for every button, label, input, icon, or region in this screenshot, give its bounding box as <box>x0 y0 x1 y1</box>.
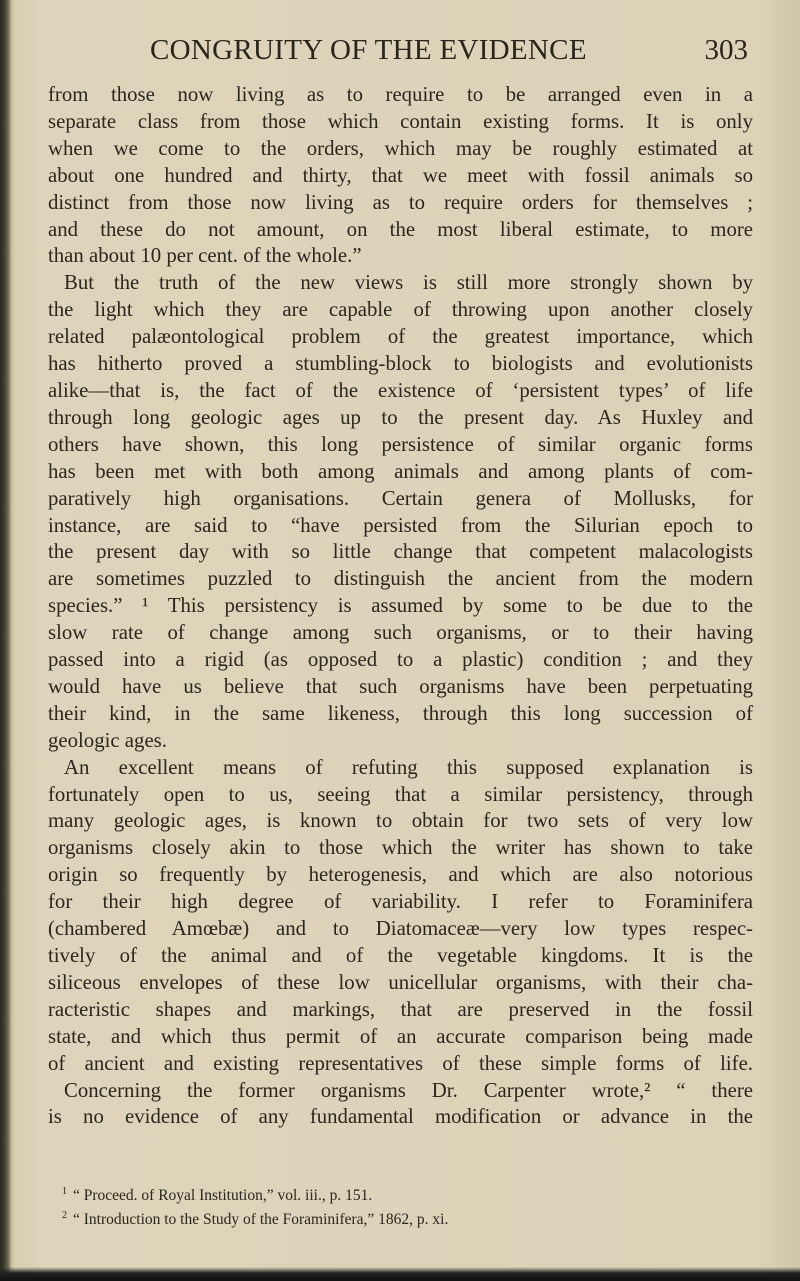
text-line: the light which they are capable of throwing upon another closely <box>48 298 753 322</box>
text-line: But the truth of the new views is still more strongly shown by <box>64 271 753 295</box>
text-line: for their high degree of variability. I refer to Foraminifera <box>48 890 753 914</box>
text-line: from those now living as to require to be arranged even in a <box>48 83 753 106</box>
text-line: is no evidence of any fundamental modification or advance in the <box>48 1105 753 1129</box>
text-line: origin so frequently by heterogenesis, and which are also notorious <box>48 863 753 887</box>
text-line: alike—that is, the fact of the existence of ‘persistent types’ of life <box>48 378 753 402</box>
text-line: are sometimes puzzled to distinguish the ancient from the modern <box>48 567 753 591</box>
text-line: their kind, in the same likeness, through this long succession of <box>48 701 753 725</box>
text-line: has been met with both among animals and among plants of com- <box>48 459 753 483</box>
text-line: racteristic shapes and markings, that are preserved in the fossil <box>48 997 753 1021</box>
text-line: siliceous envelopes of these low unicellular organisms, with their cha- <box>48 970 753 994</box>
footnote <box>62 1206 742 1230</box>
text-line: passed into a rigid (as opposed to a plastic) condition ; and they <box>48 648 753 672</box>
text-line: (chambered Amœbæ) and to Diatomaceæ—very low types respec- <box>48 917 753 941</box>
text-line: An excellent means of refuting this supposed explanation is <box>64 755 753 779</box>
text-line: many geologic ages, is known to obtain for two sets of very low <box>48 809 753 833</box>
text-line: would have us believe that such organisms have been perpetuating <box>48 674 753 698</box>
text-line: paratively high organisations. Certain genera of Mollusks, for <box>48 486 753 510</box>
text-line: tively of the animal and of the vegetable kingdoms. It is the <box>48 944 753 967</box>
text-line: species.” ¹ This persistency is assumed by some to be due to the <box>48 594 753 618</box>
text-line: the present day with so little change that competent malacologists <box>48 540 753 564</box>
footnotes <box>62 1182 742 1230</box>
running-head <box>50 34 750 74</box>
footnote-text: “ Proceed. of Royal Institution,” vol. iii., p. 151. <box>73 1187 373 1205</box>
text-line: through long geologic ages up to the present day. As Huxley and <box>48 405 753 429</box>
text-line: fortunately open to us, seeing that a similar persistency, through <box>48 782 753 806</box>
text-line: Concerning the former organisms Dr. Carpenter wrote,² “ there <box>64 1078 753 1102</box>
text-line: distinct from those now living as to require orders for themselves ; <box>48 190 753 214</box>
text-line: instance, are said to “have persisted from the Silurian epoch to <box>48 513 753 537</box>
text-line: organisms closely akin to those which the writer has shown to take <box>48 836 753 860</box>
text-line: when we come to the orders, which may be roughly estimated at <box>48 136 753 160</box>
text-line: of ancient and existing representatives of these simple forms of life. <box>48 1051 753 1075</box>
footnote <box>62 1182 742 1206</box>
footnote-mark: 2 <box>62 1210 67 1222</box>
footnote-mark: 1 <box>62 1186 67 1197</box>
text-line: than about 10 per cent. of the whole.” <box>48 244 362 268</box>
text-line: about one hundred and thirty, that we meet with fossil animals so <box>48 163 753 187</box>
text-line: has hitherto proved a stumbling-block to biologists and evolutionists <box>48 352 753 376</box>
text-line: others have shown, this long persistence of similar organic forms <box>48 432 753 456</box>
text-line: and these do not amount, on the most liberal estimate, to more <box>48 217 753 241</box>
text-line: geologic ages. <box>48 728 167 752</box>
text-line: separate class from those which contain existing forms. It is only <box>48 109 753 133</box>
footnote-text: “ Introduction to the Study of the Foraminifera,” 1862, p. xi. <box>73 1211 449 1229</box>
text-line: state, and which thus permit of an accurate comparison being made <box>48 1024 753 1048</box>
text-line: related palæontological problem of the greatest importance, which <box>48 325 753 349</box>
binding-gutter-shadow <box>0 0 10 1281</box>
page-number: 303 <box>704 34 748 66</box>
page-bottom-edge <box>0 1267 800 1281</box>
body-text <box>48 82 753 1131</box>
text-line: slow rate of change among such organisms, or to their having <box>48 621 753 645</box>
running-title: CONGRUITY OF THE EVIDENCE <box>150 34 587 66</box>
